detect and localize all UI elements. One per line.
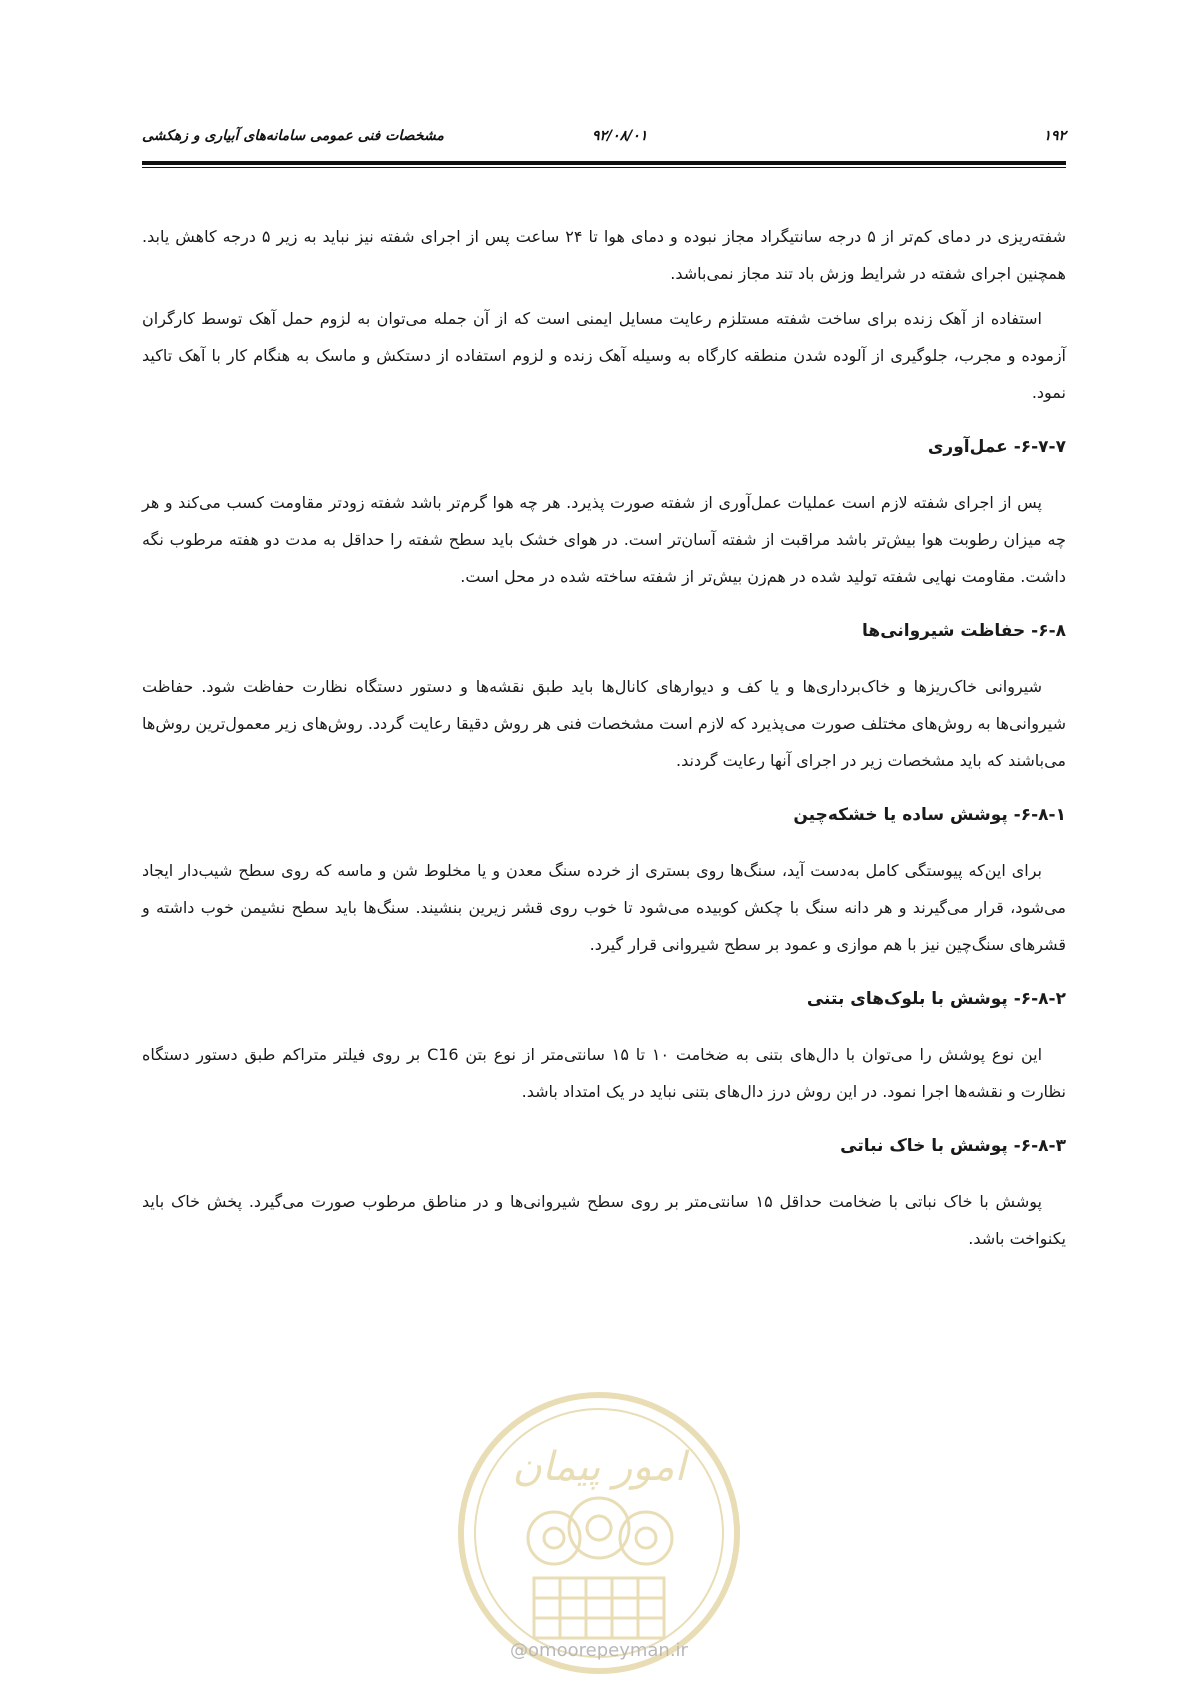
header-rule-thick <box>142 161 1066 165</box>
section-heading: ۶-۷-۷- عمل‌آوری <box>927 437 1066 457</box>
document-body <box>142 218 1066 1265</box>
paragraph: پوشش با خاک نباتی با ضخامت حداقل ۱۵ سانتی‌متر بر روی سطح شیروانی‌ها و در مناطق مرطوب صورت می‌گیرد. پخش خاک باید یکنواخت باشد. <box>142 1192 1066 1248</box>
paragraph: شیروانی خاک‌ریزها و خاک‌برداری‌ها و یا کف و دیوارهای کانال‌ها باید طبق نقشه‌ها و دستور دستگاه نظارت حفاظت شود. حفاظت شیروانی‌ها به روش‌های مختلف صورت می‌پذیرد که لازم است مشخصات فنی هر روش دقیقا رعایت گردد. روش‌های زیر معمول‌ترین روش‌ها می‌باشند که باید مشخصات زیر در اجرای آنها رعایت گردند. <box>142 677 1066 770</box>
header-rule-thin <box>142 167 1066 168</box>
paragraph: برای این‌که پیوستگی کامل به‌دست آید، سنگ‌ها روی بستری از خرده سنگ معدن و یا مخلوط شن و ماسه که روی سطح شیب‌دار ایجاد می‌شود، قرار می‌گیرند و هر دانه سنگ با چکش کوبیده می‌شود تا خوب روی قشر زیرین بنشیند. سنگ‌ها باید سطح نشیمن خوب داشته و قشرهای سنگ‌چین نیز با هم موازی و عمود بر سطح شیروانی قرار گیرد. <box>142 861 1066 954</box>
watermark-website: @omoorepeyman.ir <box>510 1640 688 1661</box>
header-date: ۹۲/۰۸/۰۱ <box>592 128 648 144</box>
section-heading: ۶-۸-۲- پوشش با بلوک‌های بتنی <box>806 989 1066 1009</box>
paragraph: پس از اجرای شفته لازم است عملیات عمل‌آوری از شفته صورت پذیرد. هر چه هوا گرم‌تر باشد شفته زودتر مقاومت کسب می‌کند و هر چه میزان رطوبت هوا بیش‌تر باشد مراقبت از شفته آسان‌تر است. در هوای خشک باید سطح شفته را حداقل به مدت دو هفته مرطوب نگه داشت. مقاومت نهایی شفته تولید شده در هم‌زن بیش‌تر از شفته ساخته شده در محل است. <box>142 493 1066 586</box>
watermark-logo-icon <box>454 1388 744 1678</box>
section-heading: ۶-۸-۱- پوشش ساده یا خشکه‌چین <box>793 805 1066 825</box>
watermark-logo-text: امور پیمان <box>512 1444 686 1490</box>
paragraph: این نوع پوشش را می‌توان با دال‌های بتنی به ضخامت ۱۰ تا ۱۵ سانتی‌متر از نوع بتن C16 بر روی فیلتر متراکم طبق دستور دستگاه نظارت و نقشه‌ها اجرا نمود. در این روش درز دال‌های بتنی نباید در یک امتداد باشد. <box>142 1045 1066 1101</box>
section-heading: ۶-۸- حفاظت شیروانی‌ها <box>862 621 1066 641</box>
page-number: ۱۹۲ <box>1043 128 1066 144</box>
book-title: مشخصات فنی عمومی سامانه‌های آبیاری و زهکشی <box>142 128 444 144</box>
section-heading: ۶-۸-۳- پوشش با خاک نباتی <box>840 1136 1066 1156</box>
paragraph: استفاده از آهک زنده برای ساخت شفته مستلزم رعایت مسایل ایمنی است که از آن جمله می‌توان به لزوم حمل آهک توسط کارگران آزموده و مجرب، جلوگیری از آلوده شدن منطقه کارگاه به وسیله آهک زنده و لزوم استفاده از دستکش و ماسک به هنگام کار با آهک تاکید نمود. <box>142 309 1066 402</box>
paragraph: شفته‌ریزی در دمای کم‌تر از ۵ درجه سانتیگراد مجاز نبوده و دمای هوا تا ۲۴ ساعت پس از اجرای شفته نیز نباید به زیر ۵ درجه کاهش یابد. همچنین اجرای شفته در شرایط وزش باد تند مجاز نمی‌باشد. <box>142 227 1066 283</box>
page-header <box>142 128 1066 150</box>
